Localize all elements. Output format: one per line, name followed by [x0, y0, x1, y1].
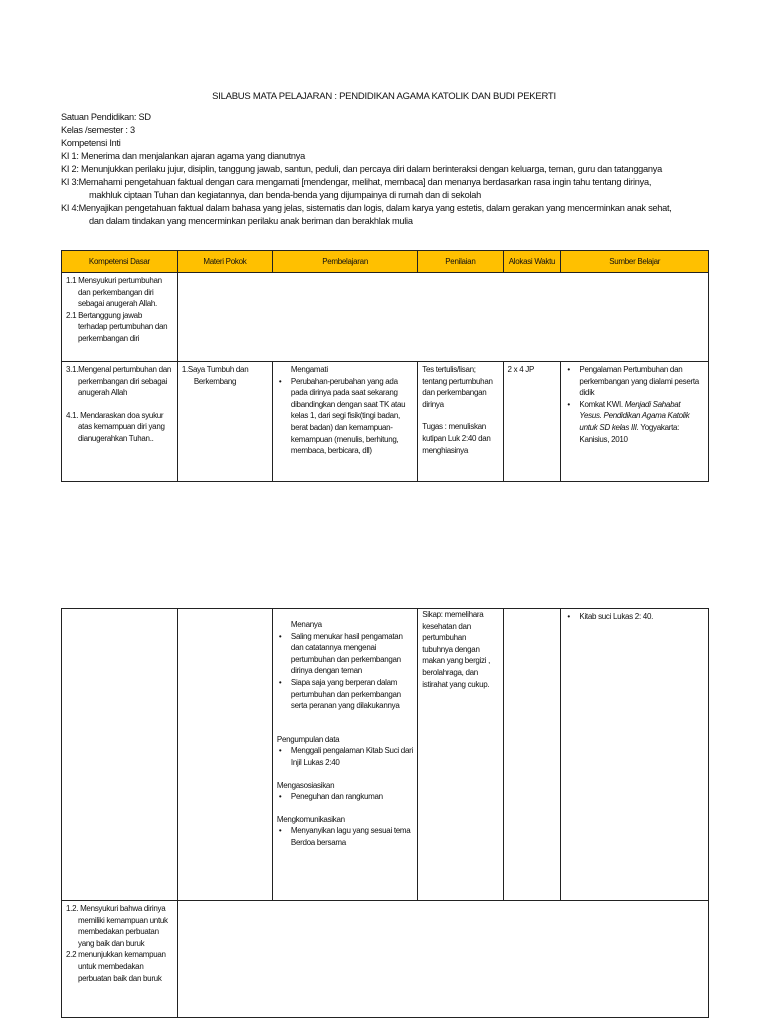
col-pembelajaran: Pembelajaran — [272, 251, 417, 273]
kd-3-1: 3.1.Mengenal pertumbuhan dan perkembangan diri sebagai anugerah Allah — [66, 365, 172, 398]
penilaian-cell: Sikap: memelihara kesehatan dan pertumbuhan tubuhnya dengan makan yang bergizi , berolahraga, dan istirahat yang cukup. — [418, 609, 503, 901]
col-kompetensi-dasar: Kompetensi Dasar — [62, 251, 178, 273]
penilaian-tugas: Tugas : menuliskan kutipan Luk 2:40 dan menghiasinya — [422, 422, 491, 455]
kd-cell — [62, 609, 178, 901]
table-row — [62, 362, 709, 482]
ki-4: KI 4:Menyajikan pengetahuan faktual dalam bahasa yang jelas, sistematis dan logis, dalam karya yang estetis, dalam gerakan yang mencerminkan anak sehat, — [61, 203, 672, 213]
pengumpulan-heading: Pengumpulan data — [276, 734, 340, 744]
materi-cell — [177, 609, 272, 901]
pembelajaran-cell — [272, 362, 417, 482]
kd-2-1: 2.1 Bertanggung jawab terhadap pertumbuhan dan perkembangan diri — [66, 310, 168, 343]
col-penilaian: Penilaian — [418, 251, 503, 273]
pembelajaran-cell — [272, 609, 417, 901]
document-title: SILABUS MATA PELAJARAN : PENDIDIKAN AGAMA KATOLIK DAN BUDI PEKERTI — [212, 91, 556, 102]
col-alokasi-waktu: Alokasi Waktu — [503, 251, 561, 273]
materi-pokok: 1.Saya Tumbuh dan Berkembang — [181, 365, 249, 386]
table-row — [62, 273, 709, 362]
mengasosiasikan-item: • Peneguhan dan rangkuman — [291, 791, 413, 803]
ki-4-cont: dan dalam tindakan yang mencerminkan perilaku anak beriman dan berakhlak mulia — [89, 216, 413, 226]
empty-merged-cell — [177, 273, 708, 362]
table-row — [62, 609, 709, 901]
table-row — [62, 901, 709, 1018]
kd-2-2: 2.2 menunjukkan kemampuan untuk membedakan perbuatan baik dan buruk — [66, 950, 166, 983]
kd-4-1: 4.1. Mendaraskan doa syukur atas kemampuan diri yang dianugerahkan Tuhan.. — [66, 410, 165, 443]
ki-2: KI 2: Menunjukkan perilaku jujur, disiplin, tanggung jawab, santun, peduli, dan percaya diri dalam berinteraksi dengan keluarga, teman, guru dan tatangganya — [61, 164, 662, 174]
mengkomunikasikan-item: • Menyanyikan lagu yang sesuai tema — [291, 825, 413, 837]
ki-3: KI 3:Memahami pengetahuan faktual dengan cara mengamati [mendengar, melihat, membaca] dan menanya berdasarkan rasa ingin tahu tentang dirinya, — [61, 177, 652, 187]
sumber-publisher: Yogyakarta: Kanisius, 2010 — [579, 422, 680, 444]
sumber-author: Komkat KWI. — [579, 399, 623, 409]
silabus-table-2 — [61, 608, 709, 1018]
mengasosiasikan-heading: Mengasosiasikan — [276, 780, 335, 790]
ki-1: KI 1: Menerima dan menjalankan ajaran agama yang dianutnya — [61, 151, 305, 161]
menanya-heading: Menanya — [290, 620, 322, 629]
alokasi-cell — [503, 609, 561, 901]
kd-1-2: 1.2. Mensyukuri bahwa dirinya memiliki kemampuan untuk membedakan perbuatan yang baik dan buruk — [66, 904, 168, 948]
col-sumber-belajar: Sumber Belajar — [561, 251, 709, 273]
kd-cell — [62, 362, 178, 482]
sumber-cell — [561, 609, 709, 901]
penilaian-cell — [418, 362, 503, 482]
ki-3-cont: makhluk ciptaan Tuhan dan kegiatannya, dan benda-benda yang dijumpainya di rumah dan di sekolah — [89, 190, 482, 200]
table-header-row — [62, 251, 709, 273]
menanya-item: • Saling menukar hasil pengamatan dan catatannya mengenai pertumbuhan dan perkembangan dirinya dengan teman — [291, 631, 413, 677]
pengumpulan-item: • Menggali pengalaman Kitab Suci dari Injil Lukas 2:40 — [291, 745, 413, 768]
empty-merged-cell — [177, 901, 708, 1018]
mengamati-heading: Mengamati — [290, 365, 328, 374]
col-materi-pokok: Materi Pokok — [177, 251, 272, 273]
kd-1-1: 1.1 Mensyukuri pertumbuhan dan perkembangan diri sebagai anugerah Allah. — [66, 276, 162, 309]
sumber-cell — [561, 362, 709, 482]
mengamati-item: • Perubahan-perubahan yang ada pada dirinya pada saat sekarang dibandingkan dengan saat TK atau kelas 1, dari segi fisik(tingi badan, berat badan) dan kemampuan-kemampuan (menulis, berhitung, membaca, berbicara, dll) — [291, 376, 413, 457]
materi-cell — [177, 362, 272, 482]
sumber-item — [579, 399, 704, 445]
mengkomunikasikan-heading: Mengkomunikasikan — [276, 814, 345, 824]
silabus-table-1 — [61, 250, 709, 482]
sumber-book-title: Menjadi Sahabat Yesus. Pendidikan Agama Katolik untuk SD kelas III. — [579, 399, 690, 432]
menanya-item: • Siapa saja yang berperan dalam pertumbuhan dan perkembangan serta peranan yang dilakukannya — [291, 677, 413, 712]
berdoa-text: Berdoa bersama — [290, 837, 346, 847]
kd-cell — [62, 901, 178, 1018]
kelas-semester: Kelas /semester : 3 — [61, 125, 135, 135]
sumber-item: • Pengalaman Pertumbuhan dan perkembangan yang dialami peserta didik — [579, 364, 704, 399]
kompetensi-inti-label: Kompetensi Inti — [61, 138, 121, 148]
satuan-pendidikan: Satuan Pendidikan: SD — [61, 112, 151, 122]
alokasi-cell: 2 x 4 JP — [503, 362, 561, 482]
penilaian-tes: Tes tertulis/lisan; tentang pertumbuhan dan perkembangan dirinya — [422, 365, 493, 409]
kd-cell — [62, 273, 178, 362]
sumber-item: • Kitab suci Lukas 2: 40. — [579, 611, 704, 623]
